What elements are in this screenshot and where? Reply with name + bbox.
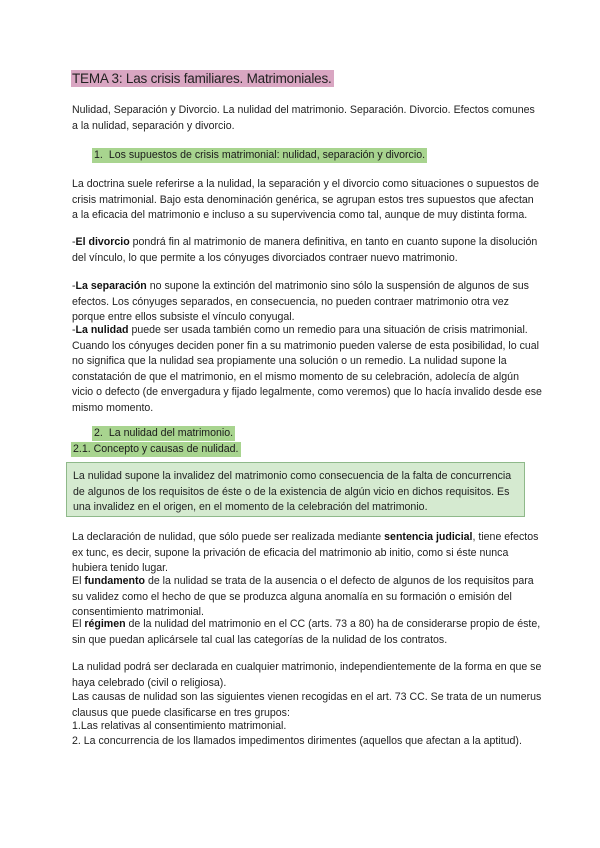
declaracion-paragraph <box>72 530 542 577</box>
section-2-heading <box>92 426 235 441</box>
separacion-text: no supone la extinción del matrimonio sino sólo la suspensión de algunos de sus efectos. Los cónyuges separados, en consecuencia, no pueden contraer matrimonio otra vez porque entre ellos subsiste el vínculo conyugal. <box>72 280 529 324</box>
nulidad-paragraph: -La nulidad puede ser usada también como un remedio para una situación de crisis matrimonial. Cuando los cónyuges deciden poner fin a su matrimonio pueden valerse de esta posibilidad, lo cual no significa que la nulidad sea propiamente una solución o un remedio. La nulidad supone la constatación de que el matrimonio, en el mismo momento de su celebración, adolecía de algún vicio o defecto (de envergadura y fijado legalmente, como veremos) que lo hacía invalido desde ese mismo momento. <box>72 324 542 414</box>
nulidad-text: puede ser usada también como un remedio para una situación de crisis matrimonial. Cuando los cónyuges deciden poner fin a su matrimonio pueden valerse de esta posibilidad, lo cual no significa que la nulidad sea propiamente una solución o un remedio. La nulidad supone la constatación de que el matrimonio, en el mismo momento de su celebración, adolecía de algún vicio o defecto (de envergadura y fijado legalmente, como veremos) que lo hacía invalido desde ese mismo momento. <box>72 324 542 414</box>
regimen-term: régimen <box>84 618 126 630</box>
divorcio-term: El divorcio <box>75 236 130 248</box>
section-1-label: Los supuestos de crisis matrimonial: nulidad, separación y divorcio. <box>108 149 426 161</box>
nulidad-term: La nulidad <box>75 324 129 336</box>
cause-item-2: 2. La concurrencia de los llamados impedimentos dirimentes (aquellos que afectan a la aptitud). <box>72 735 522 747</box>
section-2-label: La nulidad del matrimonio. <box>108 427 234 439</box>
regimen-paragraph <box>72 617 542 648</box>
declaracion-text-a: La declaración de nulidad, que sólo puede ser realizada mediante <box>72 531 385 543</box>
separacion-paragraph: -La separación no supone la extinción del matrimonio sino sólo la suspensión de algunos de sus efectos. Los cónyuges separados, en consecuencia, no pueden contraer matrimonio otra vez porque entre ellos subsiste el vínculo conyugal. <box>72 280 529 324</box>
causes-paragraph: Las causas de nulidad son las siguientes vienen recogidas en el art. 73 CC. Se trata de un numerus clausus que puede clasificarse en tres grupos: <box>72 691 542 719</box>
section-2-number: 2. <box>94 427 103 439</box>
fundamento-text-c: de la nulidad se trata de la ausencia o el defecto de algunos de los requisitos para su validez como el hecho de que se produzca alguna anomalía en su formación o emisión del consentimiento matrimonial. <box>72 575 534 619</box>
any-marriage-paragraph: La nulidad podrá ser declarada en cualquier matrimonio, independientemente de la forma en que se haya celebrado (civil o religiosa). <box>72 661 542 689</box>
definition-box: La nulidad supone la invalidez del matrimonio como consecuencia de la falta de concurrencia de algunos de los requisitos de éste o de la existencia de algún vicio en dichos requisitos. Es una invalidez en el origen, en el momento de la celebración del matrimonio. <box>66 462 525 517</box>
regimen-text-a: El <box>72 618 85 630</box>
crisis-paragraph: La doctrina suele referirse a la nulidad, la separación y el divorcio como situaciones o supuestos de crisis matrimonial. Bajo esta denominación genérica, se agrupan estos tres supuestos que afectan a la eficacia del matrimonio e incluso a su supervivencia como tal, aunque de muy distinta forma. <box>72 178 539 222</box>
cause-item-1: 1.Las relativas al consentimiento matrimonial. <box>72 720 287 732</box>
divorcio-text: pondrá fin al matrimonio de manera definitiva, en tanto en cuanto supone la disolución del vínculo, lo que permite a los cónyuges divorciados contraer nuevo matrimonio. <box>72 236 538 264</box>
document-title: TEMA 3: Las crisis familiares. Matrimoniales. <box>72 71 332 86</box>
separacion-term: La separación <box>75 280 147 292</box>
regimen-text-c: de la nulidad del matrimonio en el CC (arts. 73 a 80) ha de considerarse propio de éste, sin que puedan aplicársele tal cual las categorías de la nulidad de los contratos. <box>72 618 541 646</box>
declaracion-text-c: , tiene efectos ex tunc, es decir, supone la privación de eficacia del matrimonio ab initio, como si éste nunca hubiera tenido lugar. <box>72 531 539 575</box>
section-1-number: 1. <box>94 149 103 161</box>
divorcio-paragraph: -El divorcio pondrá fin al matrimonio de manera definitiva, en tanto en cuanto supone la disolución del vínculo, lo que permite a los cónyuges divorciados contraer nuevo matrimonio. <box>72 236 538 264</box>
intro-paragraph: Nulidad, Separación y Divorcio. La nulidad del matrimonio. Separación. Divorcio. Efectos comunes a la nulidad, separación y divorcio. <box>72 104 535 132</box>
fundamento-paragraph <box>72 574 542 621</box>
fundamento-text-a: El <box>72 575 85 587</box>
section-2-1-heading: 2.1. Concepto y causas de nulidad. <box>73 443 239 455</box>
section-1-heading <box>92 148 427 163</box>
fundamento-term: fundamento <box>84 575 145 587</box>
declaracion-term: sentencia judicial <box>384 531 473 543</box>
